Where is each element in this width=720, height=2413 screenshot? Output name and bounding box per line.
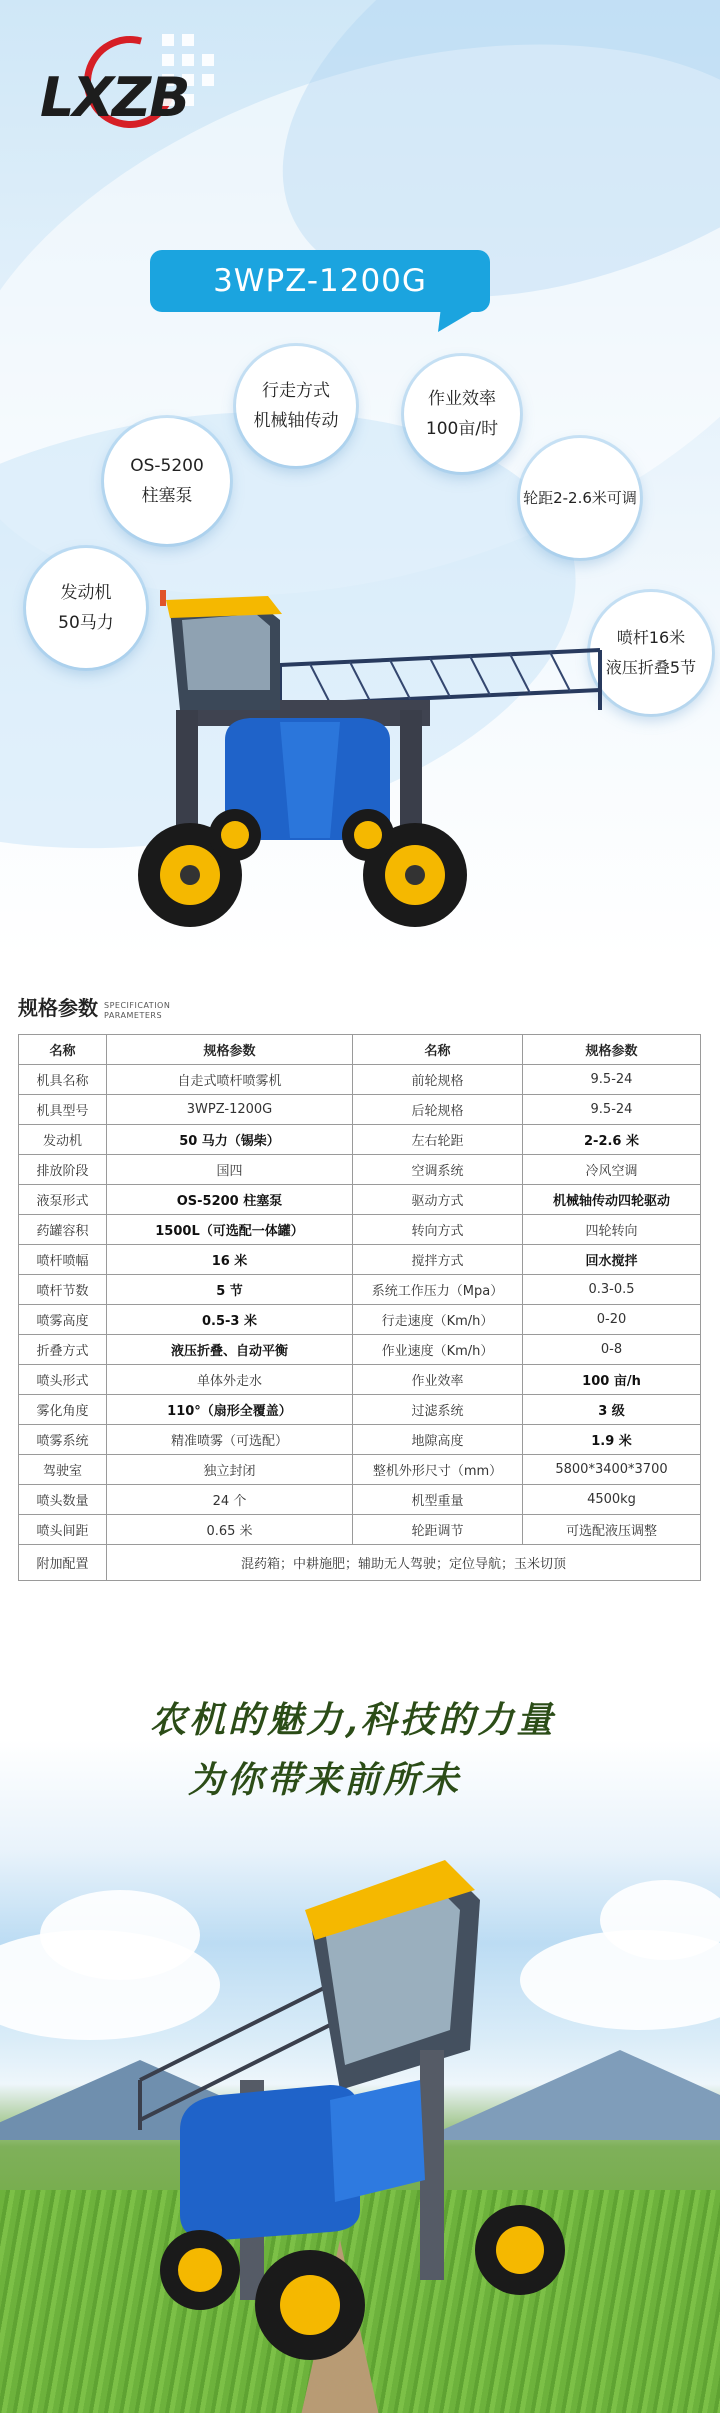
spec-heading: [18, 992, 170, 1021]
spec-name: 地隙高度: [353, 1425, 523, 1455]
spec-value: 1500L（可选配一体罐）: [107, 1215, 353, 1245]
spec-name: 机型重量: [353, 1485, 523, 1515]
feature-label: 作业效率: [428, 389, 496, 409]
spec-name: 机具型号: [19, 1095, 107, 1125]
table-row: [19, 1335, 701, 1365]
feature-value: 50马力: [58, 613, 114, 633]
feature-bubble-track: [520, 438, 640, 558]
column-header: 规格参数: [107, 1035, 353, 1065]
spec-value: 2-2.6 米: [523, 1125, 701, 1155]
spec-value: 四轮转向: [523, 1215, 701, 1245]
spec-value: 0.65 米: [107, 1515, 353, 1545]
sprayer-machine-image: [130, 590, 610, 950]
brand-logo: [36, 28, 256, 138]
sprayer-machine-image: [120, 1830, 580, 2390]
table-row: [19, 1515, 701, 1545]
spec-name: 喷头形式: [19, 1365, 107, 1395]
feature-bubble-drive: [236, 346, 356, 466]
spec-name: 喷头数量: [19, 1485, 107, 1515]
spec-name: 喷雾高度: [19, 1305, 107, 1335]
table-row-extra-config: [19, 1545, 701, 1581]
spec-value: 110°（扇形全覆盖）: [107, 1395, 353, 1425]
spec-value: 单体外走水: [107, 1365, 353, 1395]
spec-title-english: SPECIFICATION PARAMETERS: [104, 1001, 171, 1020]
feature-value: 100亩/时: [425, 419, 499, 439]
feature-bubble-efficiency: [404, 356, 520, 472]
spec-value: 0-8: [523, 1335, 701, 1365]
spec-value: 自走式喷杆喷雾机: [107, 1065, 353, 1095]
table-row: [19, 1245, 701, 1275]
table-row: [19, 1095, 701, 1125]
table-row: [19, 1275, 701, 1305]
table-row: [19, 1365, 701, 1395]
table-row: [19, 1425, 701, 1455]
column-header: 名称: [19, 1035, 107, 1065]
spec-name: 折叠方式: [19, 1335, 107, 1365]
spec-name: 作业效率: [353, 1365, 523, 1395]
spec-value: 9.5-24: [523, 1095, 701, 1125]
spec-name: 空调系统: [353, 1155, 523, 1185]
spec-value: 3 级: [523, 1395, 701, 1425]
spec-value: 0.5-3 米: [107, 1305, 353, 1335]
feature-label: OS-5200: [130, 456, 204, 476]
table-row: [19, 1455, 701, 1485]
spec-name: 轮距调节: [353, 1515, 523, 1545]
spec-name: 驾驶室: [19, 1455, 107, 1485]
slogan-line-2: 为你带来前所未: [188, 1759, 462, 1801]
spec-value: 液压折叠、自动平衡: [107, 1335, 353, 1365]
column-header: 规格参数: [523, 1035, 701, 1065]
spec-value: 精准喷雾（可选配）: [107, 1425, 353, 1455]
bottom-banner: [0, 1630, 720, 2413]
model-banner: 3WPZ-1200G: [150, 250, 490, 312]
spec-value: 3WPZ-1200G: [107, 1095, 353, 1125]
spec-value: 可选配液压调整: [523, 1515, 701, 1545]
spec-name: 附加配置: [19, 1545, 107, 1581]
spec-value: OS-5200 柱塞泵: [107, 1185, 353, 1215]
feature-value: 机械轴传动: [253, 411, 339, 431]
spec-value: 5800*3400*3700: [523, 1455, 701, 1485]
spec-name: 搅拌方式: [353, 1245, 523, 1275]
table-row: [19, 1485, 701, 1515]
spec-value: 冷风空调: [523, 1155, 701, 1185]
spec-name: 喷杆喷幅: [19, 1245, 107, 1275]
table-row: [19, 1155, 701, 1185]
spec-value: 9.5-24: [523, 1065, 701, 1095]
spec-value: 50 马力（锡柴）: [107, 1125, 353, 1155]
feature-label: 喷杆16米: [616, 628, 686, 647]
table-row: [19, 1065, 701, 1095]
spec-name: 前轮规格: [353, 1065, 523, 1095]
spec-name: 行走速度（Km/h）: [353, 1305, 523, 1335]
table-row: [19, 1125, 701, 1155]
spec-name: 作业速度（Km/h）: [353, 1335, 523, 1365]
table-header-row: [19, 1035, 701, 1065]
feature-label: 轮距2-2.6米可调: [523, 489, 637, 507]
spec-value: 国四: [107, 1155, 353, 1185]
spec-name: 机具名称: [19, 1065, 107, 1095]
logo-text: LXZB: [40, 66, 189, 129]
spec-name: 排放阶段: [19, 1155, 107, 1185]
feature-value: 液压折叠5节: [605, 658, 697, 677]
spec-value: 1.9 米: [523, 1425, 701, 1455]
spec-value: 4500kg: [523, 1485, 701, 1515]
feature-value: 柱塞泵: [141, 486, 193, 506]
spec-value: 独立封闭: [107, 1455, 353, 1485]
spec-value: 0.3-0.5: [523, 1275, 701, 1305]
spec-name: 整机外形尺寸（mm）: [353, 1455, 523, 1485]
table-row: [19, 1395, 701, 1425]
spec-value: 回水搅拌: [523, 1245, 701, 1275]
spec-name: 过滤系统: [353, 1395, 523, 1425]
spec-name: 雾化角度: [19, 1395, 107, 1425]
spec-name: 液泵形式: [19, 1185, 107, 1215]
spec-value: 5 节: [107, 1275, 353, 1305]
spec-table: [18, 1034, 701, 1581]
cloud: [600, 1880, 720, 1960]
spec-name: 左右轮距: [353, 1125, 523, 1155]
column-header: 名称: [353, 1035, 523, 1065]
spec-name: 转向方式: [353, 1215, 523, 1245]
spec-name: 喷雾系统: [19, 1425, 107, 1455]
spec-name: 系统工作压力（Mpa）: [353, 1275, 523, 1305]
spec-value: 24 个: [107, 1485, 353, 1515]
spec-value: 0-20: [523, 1305, 701, 1335]
spec-name: 发动机: [19, 1125, 107, 1155]
table-row: [19, 1305, 701, 1335]
feature-bubble-pump: [104, 418, 230, 544]
table-row: [19, 1215, 701, 1245]
spec-name: 喷头间距: [19, 1515, 107, 1545]
spec-name: 喷杆节数: [19, 1275, 107, 1305]
slogan-line-1: 农机的魅力,科技的力量: [150, 1699, 556, 1741]
spec-name: 药罐容积: [19, 1215, 107, 1245]
spec-name: 后轮规格: [353, 1095, 523, 1125]
feature-label: 行走方式: [262, 381, 330, 401]
hero-section: [0, 0, 720, 960]
spec-value: 混药箱；中耕施肥；辅助无人驾驶；定位导航；玉米切顶: [107, 1545, 701, 1581]
spec-name: 驱动方式: [353, 1185, 523, 1215]
feature-bubble-engine: [26, 548, 146, 668]
feature-label: 发动机: [60, 583, 112, 603]
table-row: [19, 1185, 701, 1215]
spec-value: 16 米: [107, 1245, 353, 1275]
spec-title: 规格参数: [18, 996, 98, 1020]
spec-value: 机械轴传动四轮驱动: [523, 1185, 701, 1215]
spec-value: 100 亩/h: [523, 1365, 701, 1395]
